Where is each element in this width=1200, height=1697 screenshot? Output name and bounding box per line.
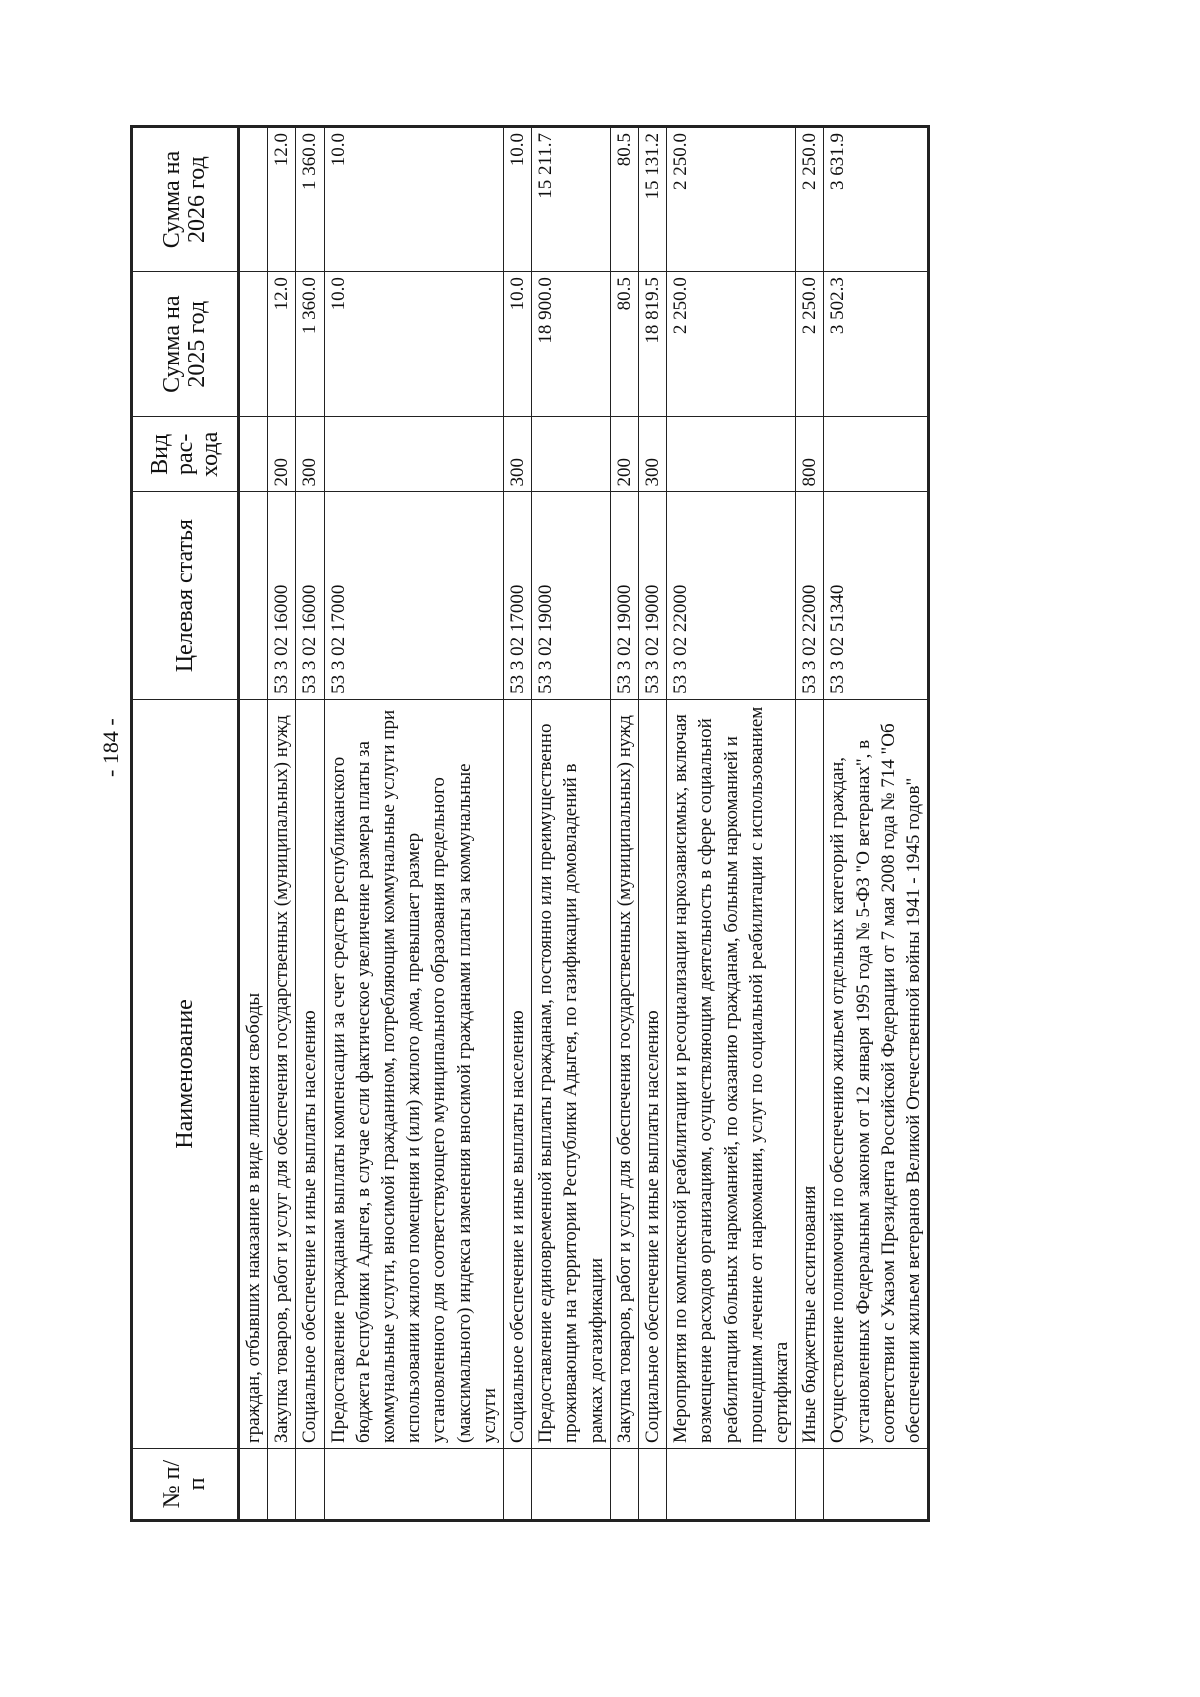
cell-target: 53 3 02 22000 <box>667 492 796 699</box>
cell-target: 53 3 02 22000 <box>796 492 824 699</box>
cell-sum-2026 <box>239 127 268 272</box>
cell-name: граждан, отбывших наказание в виде лишения свободы <box>239 699 268 1448</box>
cell-name: Социальное обеспечение и иные выплаты населению <box>639 699 667 1448</box>
cell-target: 53 3 02 19000 <box>532 492 611 699</box>
cell-num <box>532 1449 611 1521</box>
budget-table <box>130 125 930 1522</box>
table-row <box>610 127 638 1521</box>
cell-target: 53 3 02 17000 <box>504 492 532 699</box>
cell-kind: 300 <box>296 417 324 492</box>
cell-target: 53 3 02 16000 <box>268 492 296 699</box>
cell-sum-2026: 2 250.0 <box>667 127 796 272</box>
cell-sum-2026: 10.0 <box>504 127 532 272</box>
cell-sum-2026: 3 631.9 <box>824 127 929 272</box>
cell-sum-2025: 10.0 <box>324 272 503 417</box>
table-row <box>296 127 324 1521</box>
table-row <box>824 127 929 1521</box>
cell-name: Предоставление гражданам выплаты компенсации за счет средств республиканского бюджета Республики Адыгея, в случае если фактическое увеличение размера платы за коммунальные услуги, вносимой гражданином, потребляющим коммунальные услуги при использовании жилого помещения и (или) жилого дома, превышает размер установленного для соответствующего муниципального образования предельного (максимального) индекса изменения вносимой гражданами платы за коммунальные услуги <box>324 699 503 1448</box>
cell-target: 53 3 02 16000 <box>296 492 324 699</box>
cell-target: 53 3 02 19000 <box>639 492 667 699</box>
cell-num <box>796 1449 824 1521</box>
cell-target: 53 3 02 17000 <box>324 492 503 699</box>
cell-kind: 200 <box>610 417 638 492</box>
cell-sum-2026: 10.0 <box>324 127 503 272</box>
cell-sum-2025: 12.0 <box>268 272 296 417</box>
cell-target: 53 3 02 51340 <box>824 492 929 699</box>
cell-num <box>296 1449 324 1521</box>
table-row <box>324 127 503 1521</box>
cell-sum-2026: 1 360.0 <box>296 127 324 272</box>
cell-name: Иные бюджетные ассигнования <box>796 699 824 1448</box>
cell-num <box>610 1449 638 1521</box>
cell-name: Социальное обеспечение и иные выплаты населению <box>296 699 324 1448</box>
header-sum-2026: Сумма на 2026 год <box>132 127 239 272</box>
table-row <box>667 127 796 1521</box>
cell-kind <box>667 417 796 492</box>
table-row <box>796 127 824 1521</box>
cell-name: Предоставление единовременной выплаты гражданам, постоянно или преимущественно проживающим на территории Республики Адыгея, по газификации домовладений в рамках догазификации <box>532 699 611 1448</box>
table-row <box>504 127 532 1521</box>
cell-sum-2026: 15 131.2 <box>639 127 667 272</box>
cell-target: 53 3 02 19000 <box>610 492 638 699</box>
cell-sum-2025 <box>239 272 268 417</box>
cell-sum-2026: 15 211.7 <box>532 127 611 272</box>
cell-sum-2025: 1 360.0 <box>296 272 324 417</box>
table-row <box>268 127 296 1521</box>
cell-sum-2025: 2 250.0 <box>667 272 796 417</box>
table-header-row <box>132 127 239 1521</box>
cell-sum-2026: 2 250.0 <box>796 127 824 272</box>
cell-num <box>268 1449 296 1521</box>
cell-num <box>639 1449 667 1521</box>
header-num: № п/п <box>132 1449 239 1521</box>
cell-name: Закупка товаров, работ и услуг для обеспечения государственных (муниципальных) нужд <box>268 699 296 1448</box>
cell-name: Мероприятия по комплексной реабилитации и ресоциализации наркозависимых, включая возмещение расходов организациям, осуществляющим деятельность в сфере социальной реабилитации больных наркоманией, по оказанию гражданам, больным наркоманией и прошедшим лечение от наркомании, услуг по социальной реабилитации с использованием сертификата <box>667 699 796 1448</box>
cell-sum-2025: 2 250.0 <box>796 272 824 417</box>
cell-kind: 300 <box>639 417 667 492</box>
cell-kind <box>824 417 929 492</box>
cell-sum-2026: 80.5 <box>610 127 638 272</box>
cell-name: Социальное обеспечение и иные выплаты населению <box>504 699 532 1448</box>
cell-name: Осуществление полномочий по обеспечению жильем отдельных категорий граждан, установленных Федеральным законом от 12 января 1995 года № 5-ФЗ "О ветеранах", в соответствии с Указом Президента Российской Федерации от 7 мая 2008 года № 714 "Об обеспечении жильем ветеранов Великой Отечественной войны 1941 - 1945 годов" <box>824 699 929 1448</box>
cell-target <box>239 492 268 699</box>
header-name: Наименование <box>132 699 239 1448</box>
cell-sum-2025: 18 819.5 <box>639 272 667 417</box>
cell-sum-2025: 80.5 <box>610 272 638 417</box>
cell-num <box>824 1449 929 1521</box>
cell-num <box>324 1449 503 1521</box>
table-row <box>532 127 611 1521</box>
cell-num <box>667 1449 796 1521</box>
cell-num <box>239 1449 268 1521</box>
cell-sum-2026: 12.0 <box>268 127 296 272</box>
cell-sum-2025: 18 900.0 <box>532 272 611 417</box>
cell-kind <box>239 417 268 492</box>
page-number: - 184 - <box>98 718 123 777</box>
cell-kind <box>532 417 611 492</box>
table-row <box>239 127 268 1521</box>
header-target: Целевая статья <box>132 492 239 699</box>
cell-name: Закупка товаров, работ и услуг для обеспечения государственных (муниципальных) нужд <box>610 699 638 1448</box>
cell-kind <box>324 417 503 492</box>
cell-sum-2025: 10.0 <box>504 272 532 417</box>
cell-kind: 300 <box>504 417 532 492</box>
cell-num <box>504 1449 532 1521</box>
header-sum-2025: Сумма на 2025 год <box>132 272 239 417</box>
table-row <box>639 127 667 1521</box>
cell-sum-2025: 3 502.3 <box>824 272 929 417</box>
budget-table-rotated <box>130 125 1080 1522</box>
cell-kind: 800 <box>796 417 824 492</box>
cell-kind: 200 <box>268 417 296 492</box>
header-kind: Вид рас-хода <box>132 417 239 492</box>
